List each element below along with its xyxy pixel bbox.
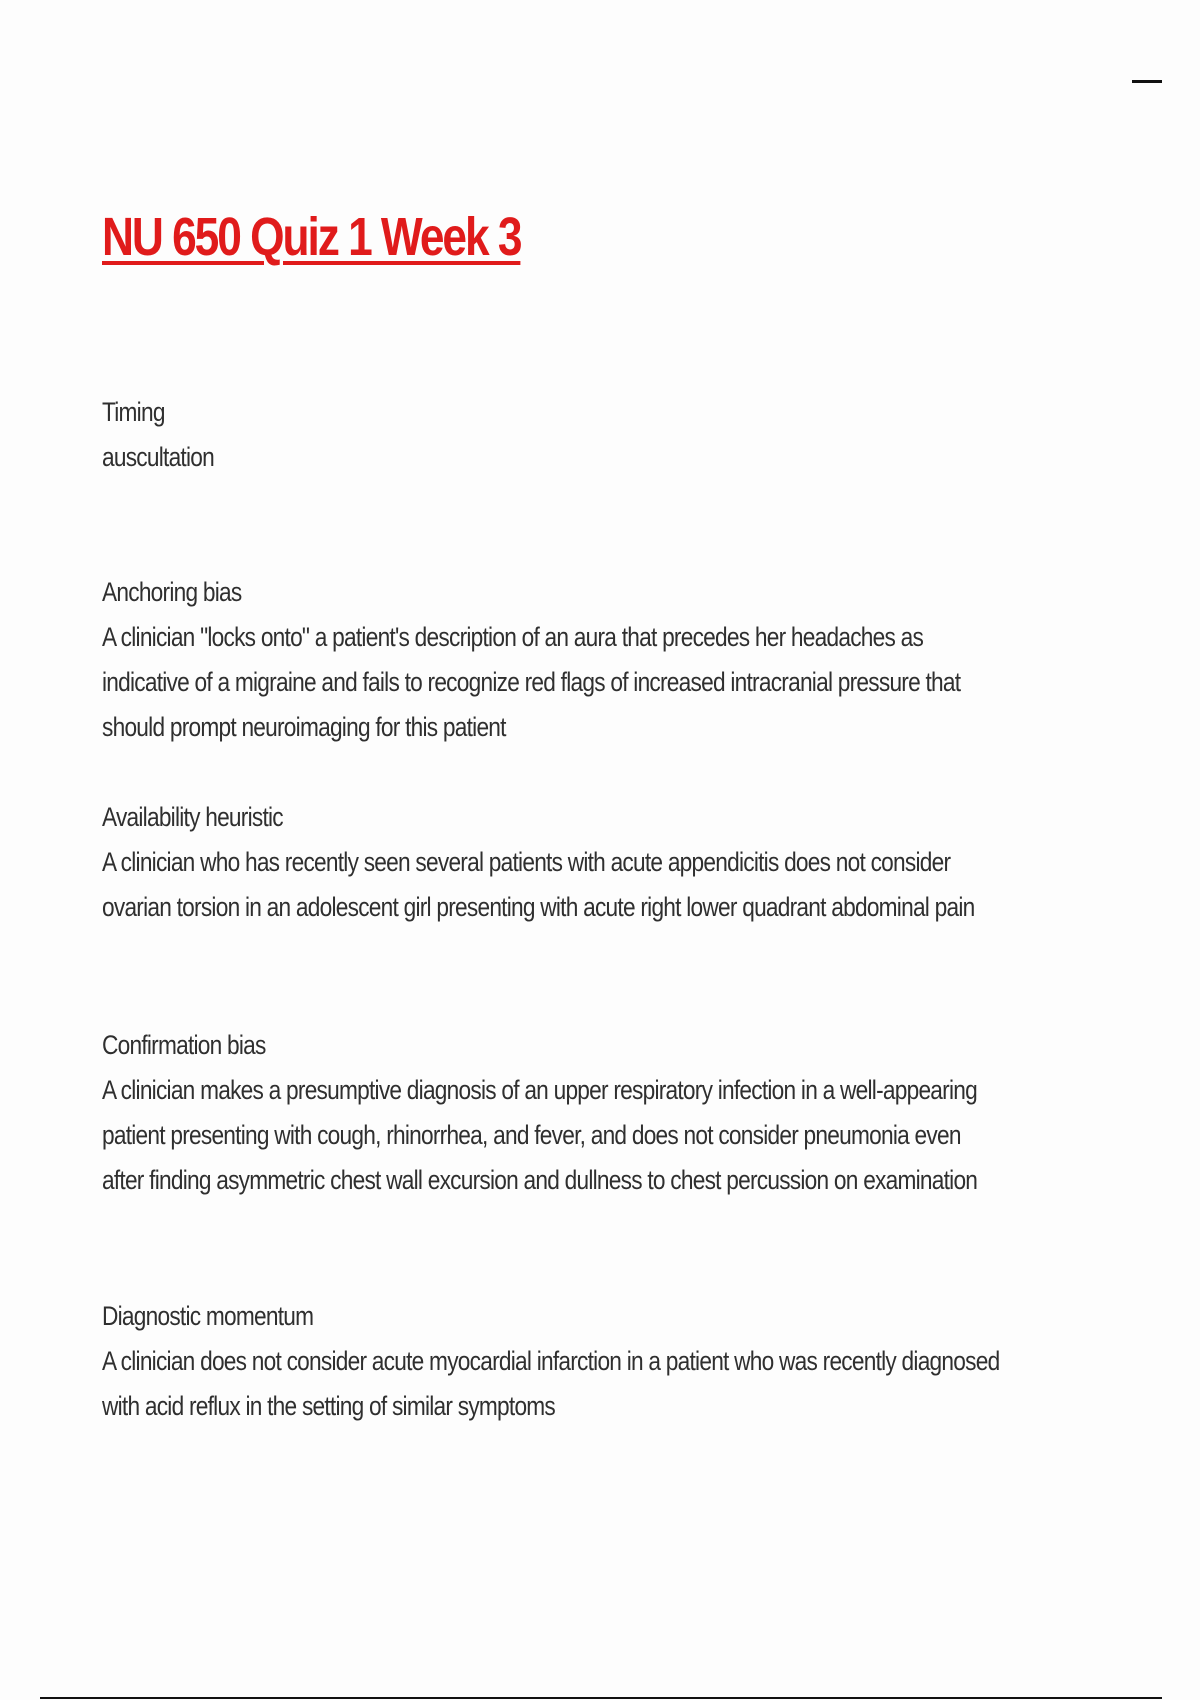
entry-term: Anchoring bias — [102, 577, 242, 607]
entry-term: Availability heuristic — [102, 802, 283, 832]
entry-term: Diagnostic momentum — [102, 1301, 314, 1331]
entry-anchoring-bias — [102, 570, 1102, 750]
entry-definition: A clinician who has recently seen several patients with acute appendicitis does not consider ovarian torsion in an adolescent girl presenting with acute right lower quadrant abdominal pain — [102, 847, 975, 922]
entry-timing — [102, 390, 1102, 480]
entry-definition: A clinician makes a presumptive diagnosis of an upper respiratory infection in a well-appearing patient presenting with cough, rhinorrhea, and fever, and does not consider pneumonia even after finding asymmetric chest wall excursion and dullness to chest percussion on examination — [102, 1075, 978, 1195]
entry-diagnostic-momentum — [102, 1294, 1102, 1429]
entry-term: Timing — [102, 397, 165, 427]
bottom-rule — [40, 1697, 1162, 1699]
entry-definition: auscultation — [102, 442, 214, 472]
entry-availability-heuristic — [102, 795, 1102, 930]
entry-confirmation-bias — [102, 1023, 1102, 1203]
entry-definition: A clinician does not consider acute myocardial infarction in a patient who was recently diagnosed with acid reflux in the setting of similar symptoms — [102, 1346, 1000, 1421]
top-right-dash — [1132, 80, 1162, 83]
entry-term: Confirmation bias — [102, 1030, 266, 1060]
document-title: NU 650 Quiz 1 Week 3 — [102, 207, 521, 267]
entry-definition: A clinician "locks onto" a patient's description of an aura that precedes her headaches as indicative of a migraine and fails to recognize red flags of increased intracranial pressure that should prompt neuroimaging for this patient — [102, 622, 961, 742]
